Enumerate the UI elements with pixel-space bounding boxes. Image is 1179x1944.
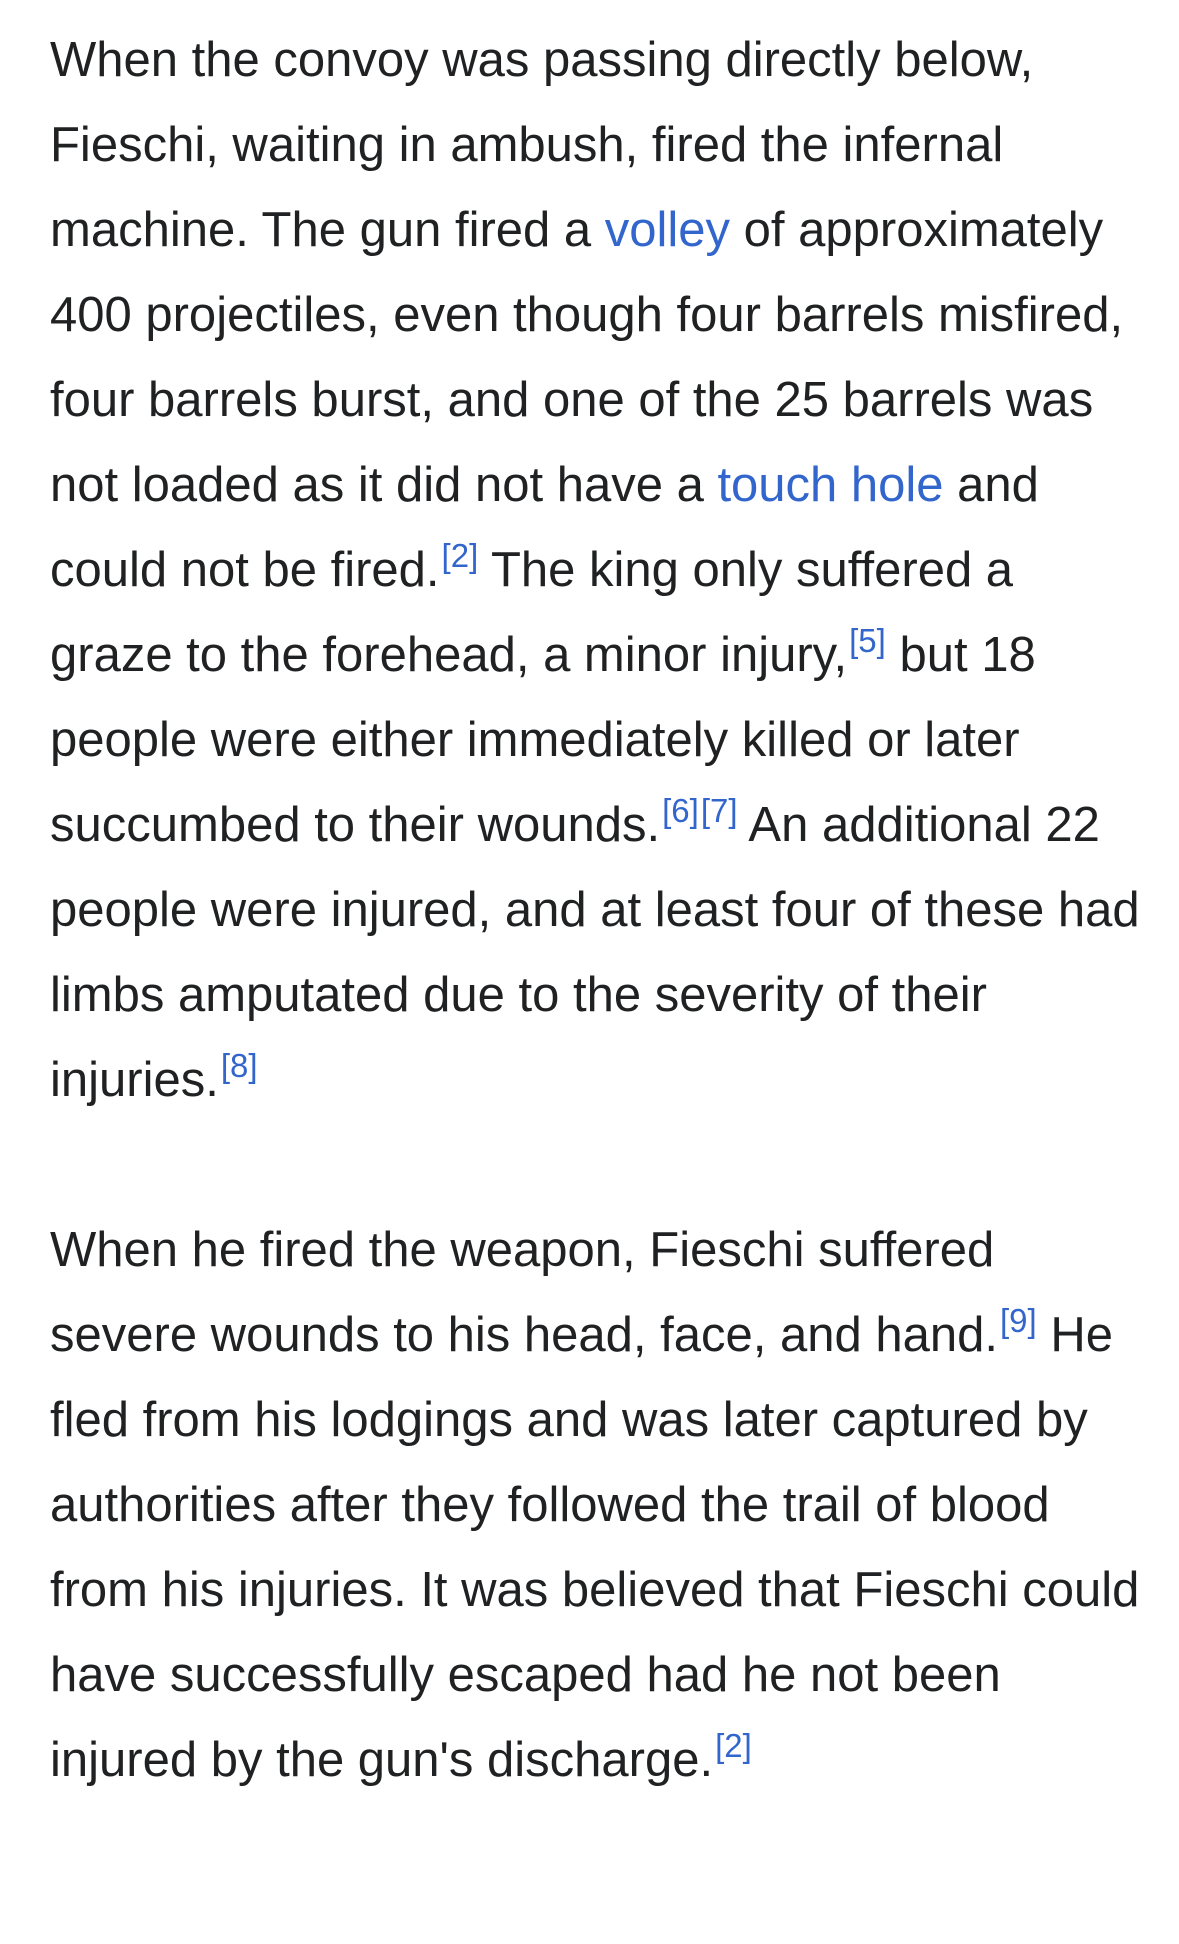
paragraph-2 — [50, 1208, 1140, 1803]
paragraph-text: but 18 people were either immediately killed or later succumbed to their wounds. — [50, 628, 1036, 852]
paragraph-text: of approximately 400 projectiles, even though four barrels misfired, four barrels burst, and one of the 25 barrels was not loaded as it did not have a — [50, 203, 1124, 512]
citation-7[interactable]: [7] — [700, 792, 738, 829]
citation-2[interactable]: [2] — [441, 537, 479, 574]
citation-6[interactable]: [6] — [662, 792, 699, 829]
citation-5[interactable]: [5] — [849, 622, 886, 659]
paragraph-1 — [50, 18, 1140, 1123]
paragraph-text: and could not be fired. — [50, 458, 1039, 597]
citation-2-second[interactable]: [2] — [715, 1727, 752, 1764]
article-body — [50, 18, 1140, 1803]
paragraph-text: An additional 22 people were injured, and at least four of these had limbs amputated due to the severity of their injuries. — [50, 798, 1140, 1107]
paragraph-text: When the convoy was passing directly below, Fieschi, waiting in ambush, fired the infernal machine. The gun fired a — [50, 33, 1034, 257]
citation-9[interactable]: [9] — [1000, 1302, 1037, 1339]
paragraph-text: He fled from his lodgings and was later captured by authorities after they followed the trail of blood from his injuries. It was believed that Fieschi could have successfully escaped had he not been injured by the gun's discharge. — [50, 1308, 1140, 1787]
link-touch-hole[interactable]: touch hole — [717, 458, 944, 512]
paragraph-text: When he fired the weapon, Fieschi suffered severe wounds to his head, face, and hand. — [50, 1223, 998, 1362]
citation-8[interactable]: [8] — [220, 1047, 258, 1084]
paragraph-text: The king only suffered a graze to the forehead, a minor injury, — [50, 543, 1014, 682]
link-volley[interactable]: volley — [604, 203, 731, 257]
